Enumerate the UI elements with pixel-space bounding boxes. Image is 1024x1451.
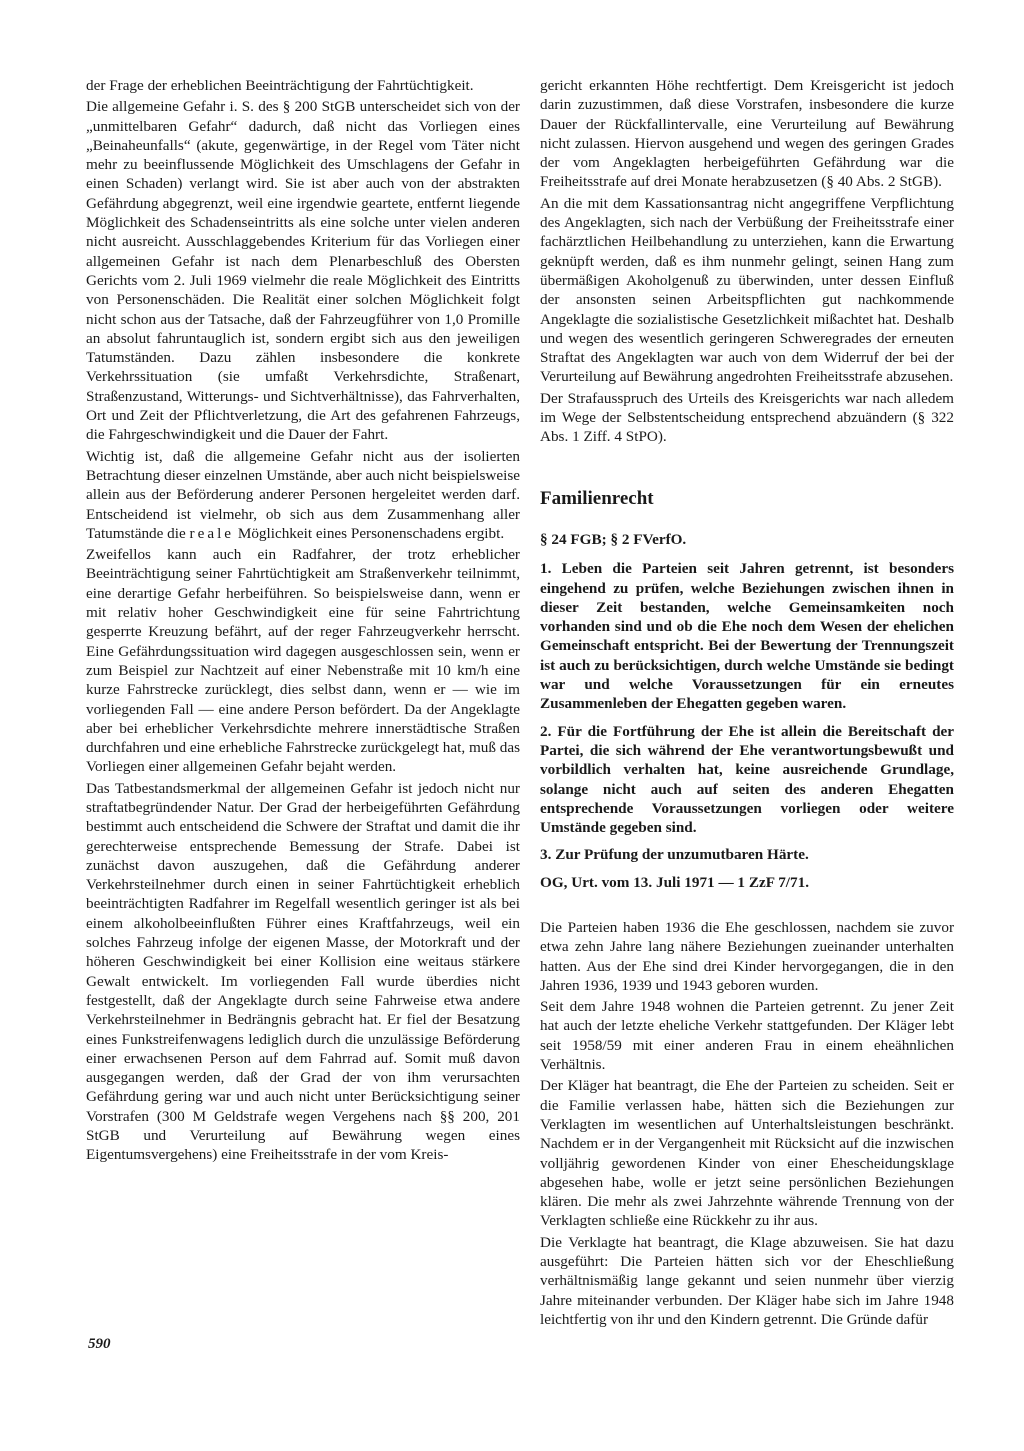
law-reference: § 24 FGB; § 2 FVerfO. — [540, 530, 687, 548]
right-column — [540, 76, 954, 1331]
paragraph: Seit dem Jahre 1948 wohnen die Parteien getrennt. Zu jener Zeit hat auch der letzte eheliche Verkehr stattgefunden. Der Kläger lebt seit 1958/59 mit einer anderen Frau in einem eheähnlichen Verhältnis. — [540, 998, 954, 1074]
emphasized-word: reale — [189, 524, 235, 542]
paragraph: Die Parteien haben 1936 die Ehe geschlossen, nachdem sie zuvor etwa zehn Jahre lang nähere Beziehungen zueinander unterhalten hatten. Aus der Ehe sind drei Kinder hervorgegangen, die in den Jahren 1936, 1939 und 1943 geboren wurden. — [540, 918, 954, 994]
text-run: Möglichkeit eines Personenschadens ergibt. — [234, 524, 505, 542]
paragraph: Das Tatbestandsmerkmal der allgemeinen Gefahr ist jedoch nicht nur straftatbegründender Natur. Der Grad der herbeigeführten Gefährdung bestimmt auch entscheidend die Schwere der Straftat und damit die ihr gerechterweise entsprechende Bemessung der Strafe. Dabei ist zunächst davon auszugehen, daß die Gefährdung anderer Verkehrsteilnehmer durch einen in seiner Fahrtüchtigkeit erheblich beeinträchtigten Radfahrer im Regelfall wesentlich geringer ist als bei einem alkoholbeeinflußten Führer eines Kraftfahrzeugs, weil ein solches Fahrzeug infolge der eigenen Masse, der Motorkraft und der höheren Geschwindigkeit bei einer Kollision eine weitaus stärkere Gewalt entwickelt. Im vorliegenden Fall wurde überdies nicht festgestellt, daß der Angeklagte durch seine Fahrweise etwa andere Verkehrsteilnehmer in Bedrängnis gebracht hat. Er fiel der Besatzung eines Funkstreifenwagens lediglich durch die unzulässige Beförderung einer erwachsenen Person auf dem Fahrrad auf. Somit muß davon ausgegangen werden, daß der Grad der von ihm verursachten Gefährdung gering war und auch nicht unter Berücksichtigung seiner Vorstrafen (300 M Geldstrafe wegen Vergehens nach §§ 200, 201 StGB und Verurteilung auf Bewährung wegen eines Eigentumsvergehens) eine Freiheitsstrafe in der vom Kreis- — [86, 779, 520, 1164]
section-title: Familienrecht — [540, 487, 654, 509]
paragraph: An die mit dem Kassationsantrag nicht angegriffene Verpflichtung des Angeklagten, sich nach der Verbüßung der Freiheitsstrafe einer fachärztlichen Heilbehandlung zu unterziehen, kann die Erwartung geknüpft werden, daß es ihm nunmehr gelingt, seinen Hang zum übermäßigen Akoholgenuß zu überwinden, unter dessen Einfluß der ansonsten seinen Arbeitspflichten gut nachkommende Angeklagte die sozialistische Gesetzlichkeit mißachtet hat. Deshalb und wegen des wesentlich geringeren Schweregrades der erneuten Straftat des Angeklagten war auch von dem Widerruf der bei der Verurteilung auf Bewährung angedrohten Freiheitsstrafe abzusehen. — [540, 194, 954, 386]
paragraph: Die Verklagte hat beantragt, die Klage abzuweisen. Sie hat dazu ausgeführt: Die Parteien hätten sich vor der Eheschließung verhältnismäßig lange gekannt und seien nunmehr über vierzig Jahre miteinander verbunden. Der Kläger habe sich im Jahre 1948 leichtfertig von ihr und den Kindern getrennt. Die Gründe dafür — [540, 1233, 954, 1328]
paragraph — [86, 447, 520, 543]
court-reference: OG, Urt. vom 13. Juli 1971 — 1 ZzF 7/71. — [540, 873, 809, 891]
page-number: 590 — [88, 1336, 111, 1352]
paragraph: Der Kläger hat beantragt, die Ehe der Parteien zu scheiden. Seit er die Familie verlassen habe, hätten sich die Beziehungen zur Verklagten im wesentlichen auf Unterhaltsleistungen beschränkt. Nachdem er in der Vergangenheit mit Rücksicht auf die inzwischen volljährig gewordenen Kinder von einer Ehescheidungsklage abgesehen habe, wolle er jetzt seine persönlichen Beziehungen klären. Die mehr als zwei Jahrzehnte währende Trennung von der Verklagten schließe eine Rückkehr zu ihr aus. — [540, 1077, 954, 1230]
left-column — [86, 76, 520, 1167]
headnote-3: 3. Zur Prüfung der unzumutbaren Härte. — [540, 846, 809, 864]
paragraph: Der Strafausspruch des Urteils des Kreisgerichts war nach alledem im Wege der Selbstentscheidung entsprechend abzuändern (§ 322 Abs. 1 Ziff. 4 StPO). — [540, 389, 954, 446]
text-run: Wichtig ist, daß die allgemeine Gefahr nicht aus der isolierten Betrachtung dieser einzelnen Umstände, aber auch nicht beispielsweise allein aus der Beförderung anderer Personen hergeleitet werden darf. Entscheidend ist vielmehr, ob sich aus dem Zusammenhang aller Tatumstände die — [86, 447, 520, 542]
paragraph: gericht erkannten Höhe rechtfertigt. Dem Kreisgericht ist jedoch darin zuzustimmen, daß diese Vorstrafen, insbesondere die kurze Dauer der Rückfallintervalle, eine Verurteilung auf Bewährung nicht zulassen. Hiervon ausgehend und wegen des geringen Grades der vom Angeklagten herbeigeführten Gefährdung war die Freiheitsstrafe auf drei Monate herabzusetzen (§ 40 Abs. 2 StGB). — [540, 77, 954, 191]
headnote-2: 2. Für die Fortführung der Ehe ist allein die Bereitschaft der Partei, die sich während der Ehe verantwortungsbewußt und vorbildlich verhalten hat, keine ausreichende Grundlage, solange nicht auch auf seiten des anderen Ehegatten entsprechende Voraussetzungen vorliegen oder weitere Umstände gegeben sind. — [540, 722, 954, 837]
paragraph: Die allgemeine Gefahr i. S. des § 200 StGB unterscheidet sich von der „unmittelbaren Gefahr“ dadurch, daß nicht das Vorliegen eines „Beinaheunfalls“ (akute, gegenwärtige, in der Regel vom Täter nicht mehr zu beeinflussende Möglichkeit des Umschlagens der Gefahr in einen Schaden) verlangt wird. Sie ist aber auch von der abstrakten Gefährdung abgegrenzt, weil eine irgendwie geartete, entfernt liegende Möglichkeit des Schadenseintritts als eine solche unter vielen anderen nicht ausreicht. Ausschlaggebendes Kriterium für das Vorliegen einer allgemeinen Gefahr ist nach dem Plenarbeschluß des Obersten Gerichts vom 2. Juli 1969 vielmehr die reale Möglichkeit des Eintritts von Personenschäden. Die Realität einer solchen Möglichkeit folgt nicht schon aus der Tatsache, daß der Fahrzeugführer von 1,0 Promille an absolut fahruntauglich ist, sondern ergibt sich aus den jeweiligen Tatumständen. Dazu zählen insbesondere die konkrete Verkehrssituation (sie umfaßt Verkehrsdichte, Straßenart, Straßenzustand, Witterungs- und Sichtverhältnisse), das Fahrverhalten, Ort und Zeit der Pflichtverletzung, die Art des gefahrenen Fahrzeugs, die Fahrgeschwindigkeit und die Dauer der Fahrt. — [86, 98, 520, 444]
paragraph: Zweifellos kann auch ein Radfahrer, der trotz erheblicher Beeinträchtigung seiner Fahrtüchtigkeit am Straßenverkehr teilnimmt, eine derartige Gefahr herbeiführen. So beispielsweise dann, wenn er mit relativ hoher Geschwindigkeit eine für seine Fahrtrichtung gesperrte Kreuzung befährt, auf der reger Fahrzeugverkehr herrscht. Eine Gefährdungssituation wird dagegen ausgeschlossen sein, wenn er zum Beispiel zur Nachtzeit auf einer Nebenstraße mit 10 km/h eine kurze Fahrstrecke zurücklegt, dies selbst dann, wenn er — wie im vorliegenden Fall — eine andere Person befördert. Da der Angeklagte aber bei erheblicher Verkehrsdichte mehrere innerstädtische Straßen durchfahren und eine erhebliche Fahrstrecke zurückgelegt hat, muß das Vorliegen einer allgemeinen Gefahr bejaht werden. — [86, 546, 520, 776]
headnote-1: 1. Leben die Parteien seit Jahren getrennt, ist besonders eingehend zu prüfen, welche Beziehungen zwischen ihnen in dieser Zeit bestanden, welche Gemeinsamkeiten noch vorhanden sind und ob die Ehe noch dem Wesen der ehelichen Gemeinschaft entspricht. Bei der Bewertung der Trennungszeit ist auch zu berücksichtigen, durch welche Umstände sie bedingt war und welche Voraussetzungen für ein erneutes Zusammenleben der Ehegatten gegeben waren. — [540, 560, 954, 713]
paragraph: der Frage der erheblichen Beeinträchtigung der Fahrtüchtigkeit. — [86, 77, 474, 94]
